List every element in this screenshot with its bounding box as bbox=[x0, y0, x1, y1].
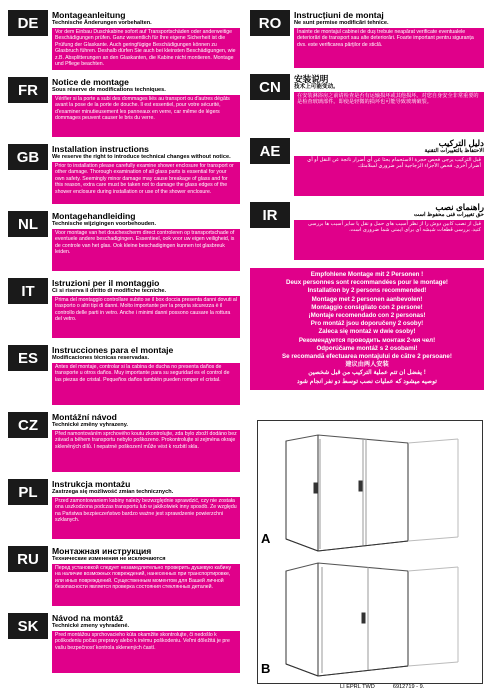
warning-text-block: Voor montage van het douchescherm direct controleren op transportschade of eventuele andere beschadigingen. Essentieel, ook voor uw eigen veiligheid, is de controle van het glas. Ook kleine beschadigingen kunnen tot glasbreuk leiden. bbox=[52, 229, 240, 271]
model-code: LI EPRL TWD bbox=[340, 684, 375, 690]
recommendation-line: Montage met 2 personen aanbevolen! bbox=[311, 295, 423, 303]
recommendation-line: Zaleca się montaż w dwie osoby! bbox=[318, 328, 416, 336]
language-code-badge: PL bbox=[8, 479, 48, 505]
section-title: راهنمای نصب bbox=[435, 202, 484, 212]
recommendation-line: 建议由两人安装 bbox=[345, 361, 389, 369]
section-title: Монтажная инструкция bbox=[52, 546, 152, 556]
section-title: Instrucciones para el montaje bbox=[52, 345, 174, 355]
language-code-badge: AE bbox=[250, 138, 290, 164]
section-title: Notice de montage bbox=[52, 77, 129, 87]
language-code-badge: NL bbox=[8, 211, 48, 237]
section-title: Instrukcja montażu bbox=[52, 479, 131, 489]
language-content bbox=[48, 278, 240, 341]
section-subtitle: Ne sunt permise modificări tehnice. bbox=[294, 20, 389, 26]
language-section-gb bbox=[8, 144, 240, 207]
warning-text-block: قبل از نصب کابین دوش را از نظر آسیب های حمل و نقل یا سایر آسیب ها بررسی کنید. بررسی قطعات شیشه ای برای ایمنی شما ضروری است. bbox=[294, 220, 484, 260]
language-code-badge: SK bbox=[8, 613, 48, 639]
warning-text-block: Перед установкой следует незамедлительно проверить душевую кабину на наличие возможных повреждений, нанесенных при транспортировке, или иных повреждений. Существенным моментом для Вашей личной безопасности является проверка состояния стеклянных деталей. bbox=[52, 564, 240, 606]
shower-diagram bbox=[258, 421, 482, 683]
language-content bbox=[290, 74, 484, 134]
warning-text-block: Antes del montaje, controlar si la cabina de ducha no presenta daños de transporte u otros daños. Muy importante para su seguridad es el control de las piezas de cristal. Pequeños daños también pueden romper el cristal. bbox=[52, 363, 240, 405]
language-section-pl bbox=[8, 479, 240, 542]
section-title: Montážní návod bbox=[52, 412, 117, 422]
language-content bbox=[290, 138, 484, 198]
section-subtitle: Технические изменения не исключаются bbox=[52, 556, 166, 562]
section-subtitle: Ci si riserva il diritto di modifiche tecniche. bbox=[52, 288, 167, 294]
recommendation-line: Pro montáž jsou doporučeny 2 osoby! bbox=[310, 320, 424, 328]
two-person-recommendation bbox=[250, 268, 484, 390]
section-subtitle: Technické zmeny vyhradené. bbox=[52, 623, 129, 629]
figure-label-b: B bbox=[261, 661, 271, 676]
language-code-badge: GB bbox=[8, 144, 48, 170]
language-code-badge: ES bbox=[8, 345, 48, 371]
recommendation-line: Рекомендуется проводить монтаж 2-мя чел! bbox=[298, 336, 436, 344]
warning-text-block: 在安装淋浴房之前请检查是否有运输损坏或其他损坏。对您自身安全非常重要的是检查玻璃部件。即使是轻微的损坏也可能导致玻璃破裂。 bbox=[294, 92, 484, 132]
section-subtitle: 技术上可能变动。 bbox=[294, 84, 339, 90]
section-title: Montagehandleiding bbox=[52, 211, 136, 221]
section-subtitle: الاحتفاظ بالتغييرات التقنية bbox=[424, 148, 484, 154]
language-section-de bbox=[8, 10, 240, 73]
language-content bbox=[48, 211, 240, 274]
language-code-badge: FR bbox=[8, 77, 48, 103]
warning-text-block: Vor dem Einbau Duschkabine sofort auf Transportschäden oder anderweitige Beschädigungen prüfen. Ganz wesentlich für Ihre eigene Sicherheit ist die Prüfung der Glaskante. Auch geringfügige Beschädigungen können zu Glasbruch führen. Deshalb dürfen Sie auch bei kleinsten Beschädigungen, wie z.B. Absplitterungen an den Glaskanten, die Kabine nicht montieren. Montage und Pflege beachten. bbox=[52, 28, 240, 70]
language-section-ru bbox=[8, 546, 240, 609]
left-language-column bbox=[8, 10, 240, 680]
section-title: Installation instructions bbox=[52, 144, 149, 154]
section-subtitle: Technische wijzigingen voorbehouden. bbox=[52, 221, 157, 227]
section-subtitle: We reserve the right to introduce technical changes without notice. bbox=[52, 154, 231, 160]
language-section-nl bbox=[8, 211, 240, 274]
language-section-cz bbox=[8, 412, 240, 475]
right-language-list bbox=[250, 10, 484, 262]
section-title: Istruzioni per il montaggio bbox=[52, 278, 160, 288]
recommendation-line: Installation by 2 persons recommended! bbox=[307, 287, 427, 295]
section-title: Instrucțiuni de montaj bbox=[294, 10, 384, 20]
section-subtitle: Sous réserve de modifications techniques. bbox=[52, 87, 166, 93]
language-section-it bbox=[8, 278, 240, 341]
section-title: Montageanleitung bbox=[52, 10, 126, 20]
language-code-badge: RU bbox=[8, 546, 48, 572]
figure-label-a: A bbox=[261, 531, 271, 546]
language-content bbox=[290, 202, 484, 262]
language-section-fr bbox=[8, 77, 240, 140]
warning-text-block: Prima del montaggio controllare subito se il box doccia presenta danni dovuti al trasporto o altri tipi di danni. Molto importante per la propria sicurezza è il controllo delle parti in vetro. Anche i minimi danni possono causare la rottura del vetro. bbox=[52, 296, 240, 338]
section-title: 安装说明 bbox=[294, 74, 329, 84]
section-subtitle: Technische Änderungen vorbehalten. bbox=[52, 20, 152, 26]
language-content bbox=[48, 546, 240, 609]
section-subtitle: Zastrzega się możliwość zmian technicznych. bbox=[52, 489, 174, 495]
language-section-sk bbox=[8, 613, 240, 676]
warning-text-block: Před namontováním sprchového koutu zkontrolujte, zda bylo zboží dodáno bez závad a během transportu nebylo poškozeno. Prokontrolujte si zejména okraje skleněných dílů. I nepatrné poškození může vést k rozbití skla. bbox=[52, 430, 240, 472]
right-language-column bbox=[250, 10, 484, 390]
language-content bbox=[48, 412, 240, 475]
warning-text-block: Przed zamontowaniem kabiny należy bezwzględnie sprawdzić, czy nie została ona uszkodzona podczas transportu lub w jakikolwiek inny sposób. Ze względu na Państwa bezpieczeństwo bardzo ważne jest sprawdzenie powierzchni szklanych. bbox=[52, 497, 240, 539]
language-code-badge: CN bbox=[250, 74, 290, 100]
shower-diagram-a bbox=[286, 435, 458, 551]
language-content bbox=[48, 613, 240, 676]
warning-text-block: Înainte de montajul cabinei de duș trebuie neapărat verificate eventualele deteriorări de transport sau alte deteriorări. Foarte important pentru siguranța dvs. este verificarea părților de sticlă. bbox=[294, 28, 484, 68]
language-section-es bbox=[8, 345, 240, 408]
section-subtitle: Modificaciones técnicas reservadas. bbox=[52, 355, 150, 361]
recommendation-line: Se recomandă efectuarea montajului de către 2 persoane! bbox=[282, 353, 452, 361]
recommendation-line: Empfohlene Montage mit 2 Personen ! bbox=[310, 271, 424, 278]
language-code-badge: CZ bbox=[8, 412, 48, 438]
language-content bbox=[48, 345, 240, 408]
language-content bbox=[48, 479, 240, 542]
warning-text-block: Pred montážou sprchovacieho kúta okamžite skontrolujte, či nedošlo k poškodeniu počas prepravy alebo k inému poškodeniu. Veľmi dôležitá je pre vašu bezpečnosť kontrola sklenených častí. bbox=[52, 631, 240, 673]
language-code-badge: IR bbox=[250, 202, 290, 228]
language-content bbox=[290, 10, 484, 70]
language-content bbox=[48, 144, 240, 207]
footer bbox=[340, 684, 424, 691]
recommendation-line: توصیه میشود که عملیات نصب توسط دو نفر انجام شود bbox=[296, 377, 438, 385]
warning-text-block: Prior to installation please carefully examine shower enclosure for transport or other damage. Thorough examination of all glass parts is essential for your own safety. Seemingly minor damage may cause breakage of glass and for this reason, extra care must be taken not to damage the glass edges of the shower enclosure during installation or use of the shower enclosure. bbox=[52, 162, 240, 204]
warning-text-block: Vérifier si la porte a subi des dommages liés au transport ou d'autres dégâts avant la pose de la porte de douche. Il est essentiel, pour votre sécurité, d'examiner minutieusement les panneaux en verre, car même de légers dommages peuvent causer le bris du verre. bbox=[52, 95, 240, 137]
shower-diagram-b bbox=[286, 563, 458, 676]
language-section-ae bbox=[250, 138, 484, 198]
document-number: 6912719 - 9. bbox=[392, 684, 425, 690]
warning-text-block: قبل التركيب يرجى فحص حجرة الاستحمام بحثا عن أي أضرار ناتجة عن النقل أو أي أضرار أخرى. فحص الأجزاء الزجاجية أمر ضروري لسلامتك. bbox=[294, 156, 484, 196]
section-title: Návod na montáž bbox=[52, 613, 124, 623]
language-section-ir bbox=[250, 202, 484, 262]
recommendation-line: يفضل ان تتم عملية التركيب من قبل شخصين ! bbox=[308, 369, 426, 377]
language-code-badge: RO bbox=[250, 10, 290, 36]
section-subtitle: Technické změny vyhrazeny. bbox=[52, 422, 128, 428]
section-subtitle: حق تغییرات فنی محفوظ است bbox=[413, 212, 484, 218]
assembly-figure bbox=[257, 420, 483, 684]
language-content bbox=[48, 77, 240, 140]
language-code-badge: DE bbox=[8, 10, 48, 36]
recommendation-line: Montaggio consigliato con 2 persone! bbox=[311, 303, 423, 311]
section-title: دليل التركيب bbox=[438, 138, 484, 148]
language-code-badge: IT bbox=[8, 278, 48, 304]
language-content bbox=[48, 10, 240, 73]
recommendation-line: Odporúčame montáž s 2 osobami! bbox=[316, 344, 418, 352]
language-section-cn bbox=[250, 74, 484, 134]
language-section-ro bbox=[250, 10, 484, 70]
recommendation-line: ¡Montaje recomendado con 2 personas! bbox=[308, 312, 426, 320]
recommendation-line: Deux personnes sont recommandées pour le montage! bbox=[286, 279, 448, 287]
